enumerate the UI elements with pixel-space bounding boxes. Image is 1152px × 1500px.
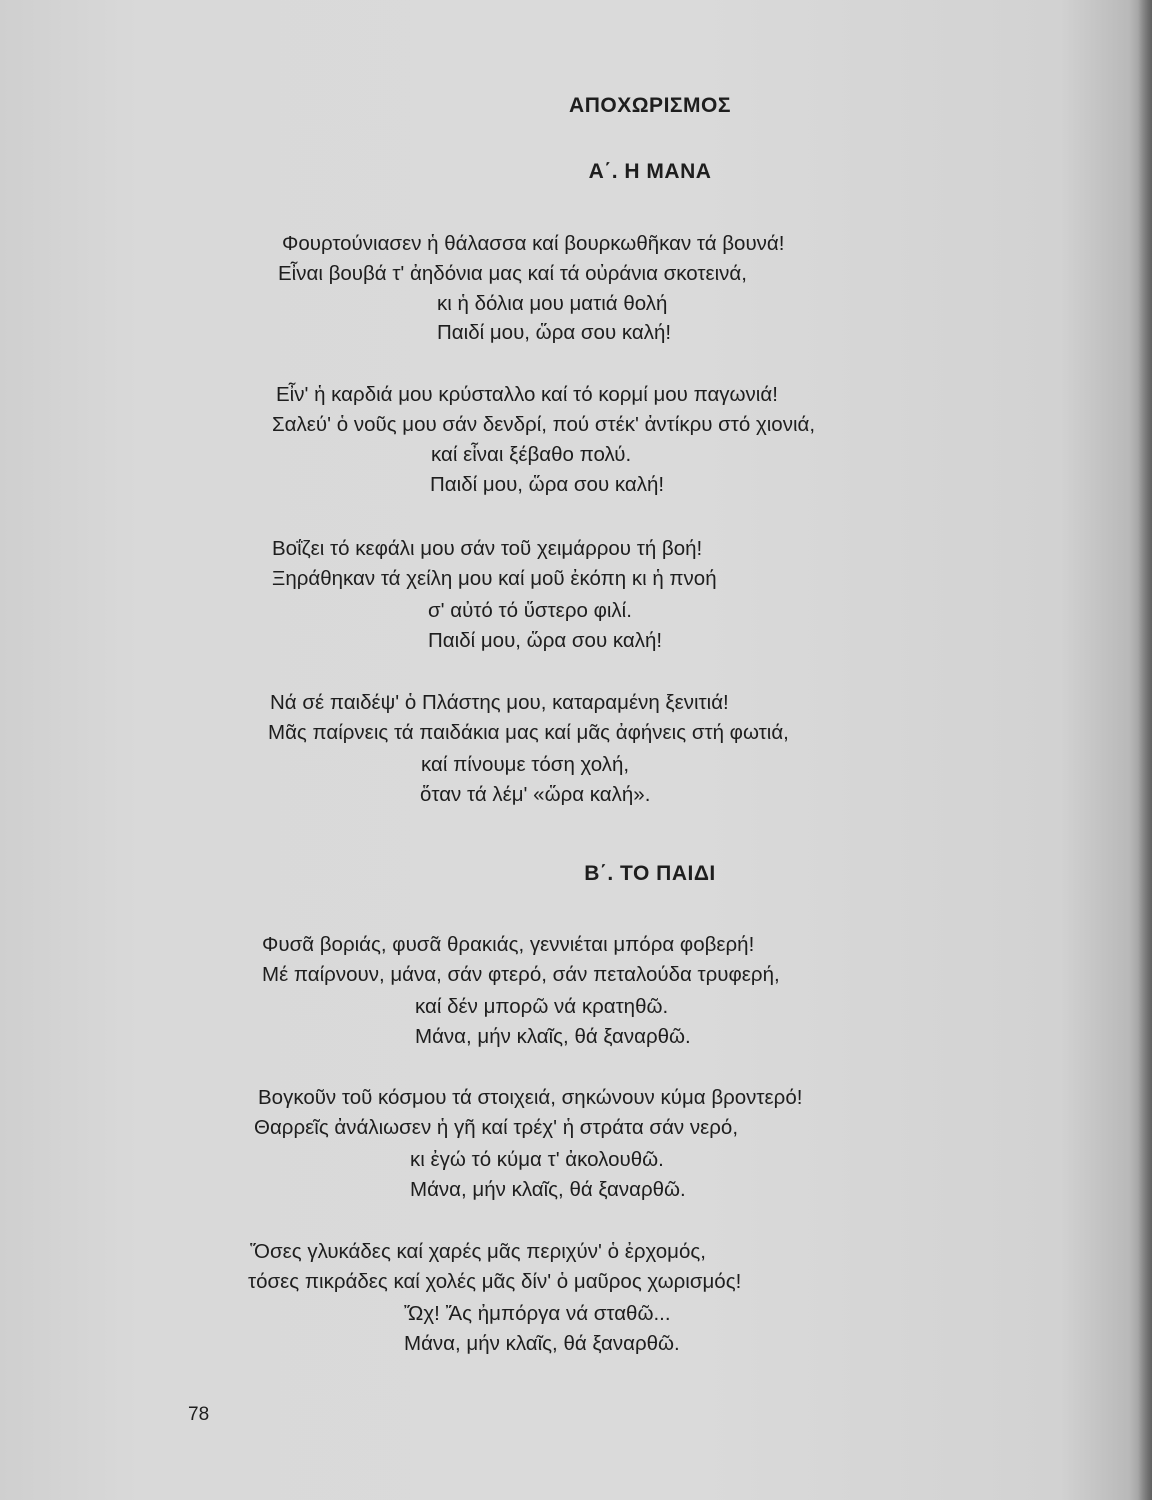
verse-line: Μέ παίρνουν, μάνα, σάν φτερό, σάν πεταλούδα τρυφερή, [262,963,780,986]
verse-line: Παιδί μου, ὥρα σου καλή! [437,321,672,344]
verse-line: Ὤχ! Ἄς ἠμπόργα νά σταθῶ... [404,1302,671,1325]
verse-line: Μάνα, μήν κλαῖς, θά ξαναρθῶ. [415,1025,691,1048]
verse-line: Μάνα, μήν κλαῖς, θά ξαναρθῶ. [404,1332,680,1355]
poem-title: ΑΠΟΧΩΡΙΣΜΟΣ [569,94,731,117]
verse-line: Φυσᾶ βοριάς, φυσᾶ θρακιάς, γεννιέται μπόρα φοβερή! [262,933,755,956]
page-number: 78 [188,1404,210,1425]
verse-line: Παιδί μου, ὥρα σου καλή! [430,473,665,496]
verse-line: Φουρτούνιασεν ἡ θάλασσα καί βουρκωθῆκαν τά βουνά! [282,232,785,255]
verse-line: σ' αὐτό τό ὕστερο φιλί. [428,599,632,622]
verse-line: Εἶν' ἡ καρδιά μου κρύσταλλο καί τό κορμί μου παγωνιά! [276,383,778,406]
verse-line: Βογκοῦν τοῦ κόσμου τά στοιχειά, σηκώνουν κύμα βροντερό! [258,1086,803,1109]
verse-line: Μάνα, μήν κλαῖς, θά ξαναρθῶ. [410,1178,686,1201]
verse-line: καί δέν μπορῶ νά κρατηθῶ. [415,995,669,1018]
verse-line: Σαλεύ' ὁ νοῦς μου σάν δενδρί, πού στέκ' ἀντίκρυ στό χιονιά, [272,413,816,436]
verse-line: Θαρρεῖς ἀνάλιωσεν ἡ γῆ καί τρέχ' ἡ στράτα σάν νερό, [254,1116,739,1139]
verse-line: τόσες πικράδες καί χολές μᾶς δίν' ὁ μαῦρος χωρισμός! [248,1270,742,1293]
verse-line: καί εἶναι ξέβαθο πολύ. [431,443,632,466]
verse-line: καί πίνουμε τόση χολή, [421,753,630,776]
verse-line: Παιδί μου, ὥρα σου καλή! [428,629,663,652]
verse-line: Νά σέ παιδέψ' ὁ Πλάστης μου, καταραμένη ξενιτιά! [270,691,729,714]
verse-line: κι ἡ δόλια μου ματιά θολή [437,292,668,315]
verse-line: Εἶναι βουβά τ' ἀηδόνια μας καί τά οὐράνια σκοτεινά, [278,262,747,285]
verse-line: Μᾶς παίρνεις τά παιδάκια μας καί μᾶς ἀφήνεις στή φωτιά, [268,721,789,744]
verse-line: ὅταν τά λέμ' «ὥρα καλή». [420,783,651,806]
verse-line: Ὅσες γλυκάδες καί χαρές μᾶς περιχύν' ὁ ἐρχομός, [250,1240,706,1263]
verse-line: Ξηράθηκαν τά χείλη μου καί μοῦ ἐκόπη κι ἡ πνοή [272,567,717,590]
section-a-heading: Α΄. Η ΜΑΝΑ [588,160,712,183]
section-b-heading: Β΄. ΤΟ ΠΑΙΔΙ [584,862,716,885]
verse-line: κι ἐγώ τό κύμα τ' ἀκολουθῶ. [410,1148,664,1171]
verse-line: Βοΐζει τό κεφάλι μου σάν τοῦ χειμάρρου τή βοή! [272,537,703,560]
